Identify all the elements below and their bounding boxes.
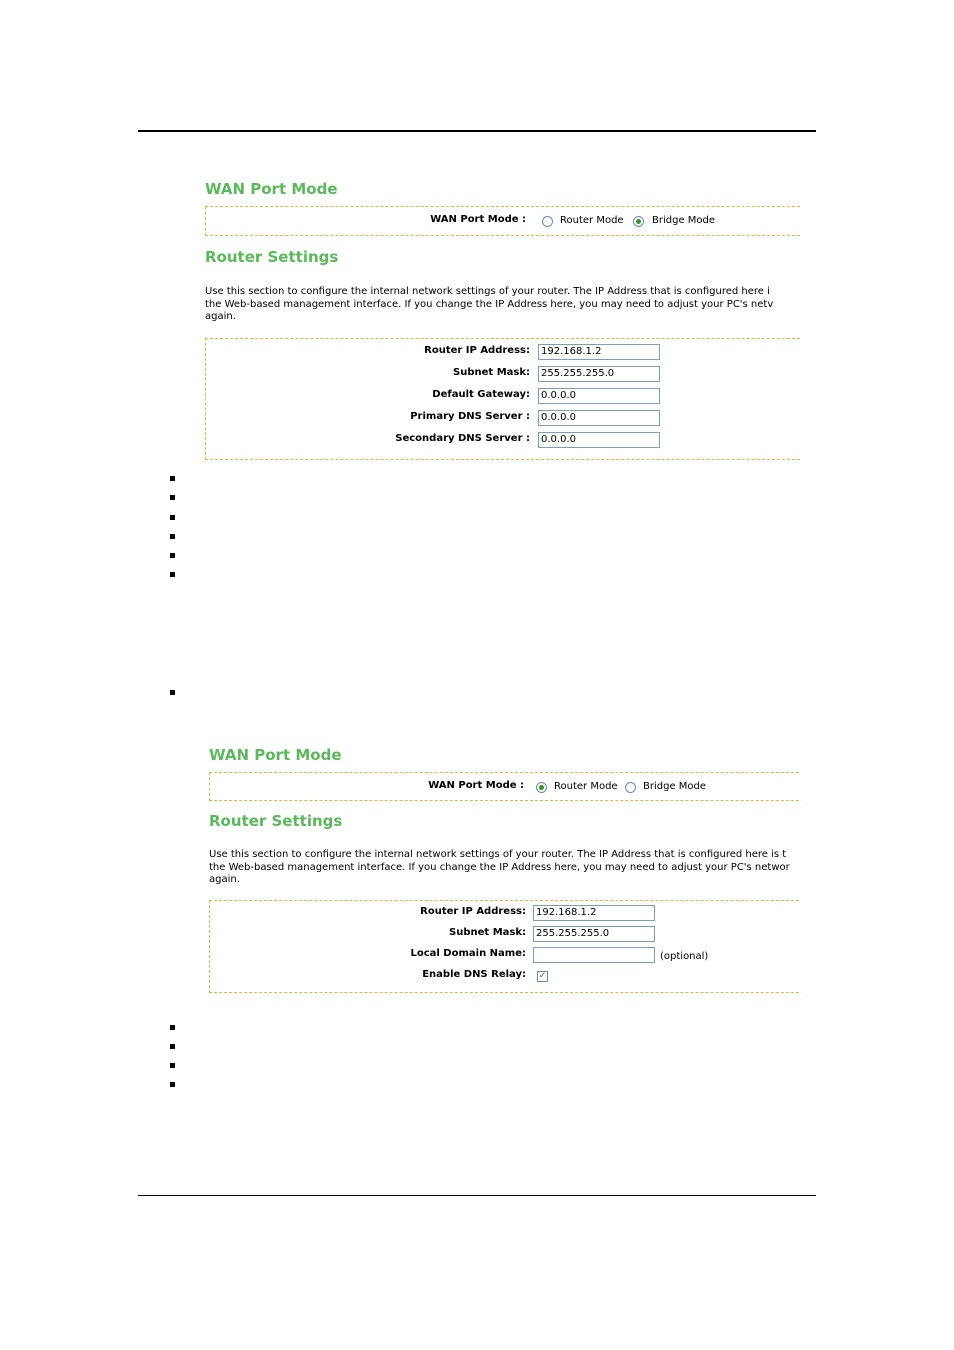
subnet-mask-label: Subnet Mask: [453,367,530,378]
bridge-mode-label: Bridge Mode [652,215,716,226]
router-mode-label: Router Mode [560,215,624,226]
primary-dns-label: Primary DNS Server : [410,411,530,422]
description-line: again. [209,874,240,885]
local-domain-label: Local Domain Name: [410,948,526,959]
default-gateway-label: Default Gateway: [432,389,530,400]
router-ip-label: Router IP Address: [420,906,526,917]
description-line: Use this section to configure the internal network settings of your router. The IP Address that is configured here is t [209,849,787,860]
description-line: again. [205,311,236,322]
list-bullet [170,515,175,520]
router-ip-label: Router IP Address: [424,345,530,356]
list-bullet [170,1044,175,1049]
router-settings-description [205,286,801,324]
description-line: Use this section to configure the internal network settings of your router. The IP Address that is configured here i [205,286,770,297]
router-settings-title: Router Settings [209,812,343,830]
wan-port-mode-title: WAN Port Mode [205,180,338,198]
primary-dns-input[interactable]: 0.0.0.0 [538,410,660,426]
description-line: the Web-based management interface. If you change the IP Address here, you may need to adjust your PC's networ [209,861,790,873]
secondary-dns-label: Secondary DNS Server : [395,433,530,444]
list-bullet [170,572,175,577]
list-bullet [170,1025,175,1030]
subnet-mask-input[interactable]: 255.255.255.0 [538,366,660,382]
wan-port-mode-box [205,206,801,236]
local-domain-input[interactable] [533,947,655,963]
bridge-mode-label: Bridge Mode [643,781,707,792]
optional-note: (optional) [660,951,709,962]
dns-relay-checkbox[interactable]: ✓ [538,971,547,981]
bridge-mode-radio[interactable] [625,782,636,793]
router-mode-screenshot [209,742,801,994]
list-bullet [170,534,175,539]
router-mode-radio[interactable] [536,782,547,793]
router-settings-box [209,900,801,993]
router-settings-title: Router Settings [205,248,339,266]
wan-port-mode-title: WAN Port Mode [209,746,342,764]
router-mode-label: Router Mode [554,781,618,792]
bridge-mode-screenshot [205,176,801,460]
router-settings-box [205,338,801,460]
secondary-dns-input[interactable]: 0.0.0.0 [538,432,660,448]
list-bullet [170,553,175,558]
router-mode-radio[interactable] [542,216,553,227]
footer-rule [138,1195,816,1196]
router-settings-description [209,849,801,887]
wan-port-mode-box [209,772,801,801]
header-rule [138,130,816,132]
wan-port-mode-label: WAN Port Mode : [430,214,526,225]
description-line: the Web-based management interface. If you change the IP Address here, you may need to adjust your PC's netv [205,298,774,310]
subnet-mask-input[interactable]: 255.255.255.0 [533,926,655,942]
list-bullet [170,690,175,695]
list-bullet [170,495,175,500]
subnet-mask-label: Subnet Mask: [449,927,526,938]
list-bullet [170,476,175,481]
dns-relay-label: Enable DNS Relay: [422,969,526,980]
default-gateway-input[interactable]: 0.0.0.0 [538,388,660,404]
wan-port-mode-label: WAN Port Mode : [428,780,524,791]
router-ip-input[interactable]: 192.168.1.2 [538,344,660,360]
list-bullet [170,1063,175,1068]
list-bullet [170,1082,175,1087]
router-ip-input[interactable]: 192.168.1.2 [533,905,655,921]
bridge-mode-radio[interactable] [633,216,644,227]
